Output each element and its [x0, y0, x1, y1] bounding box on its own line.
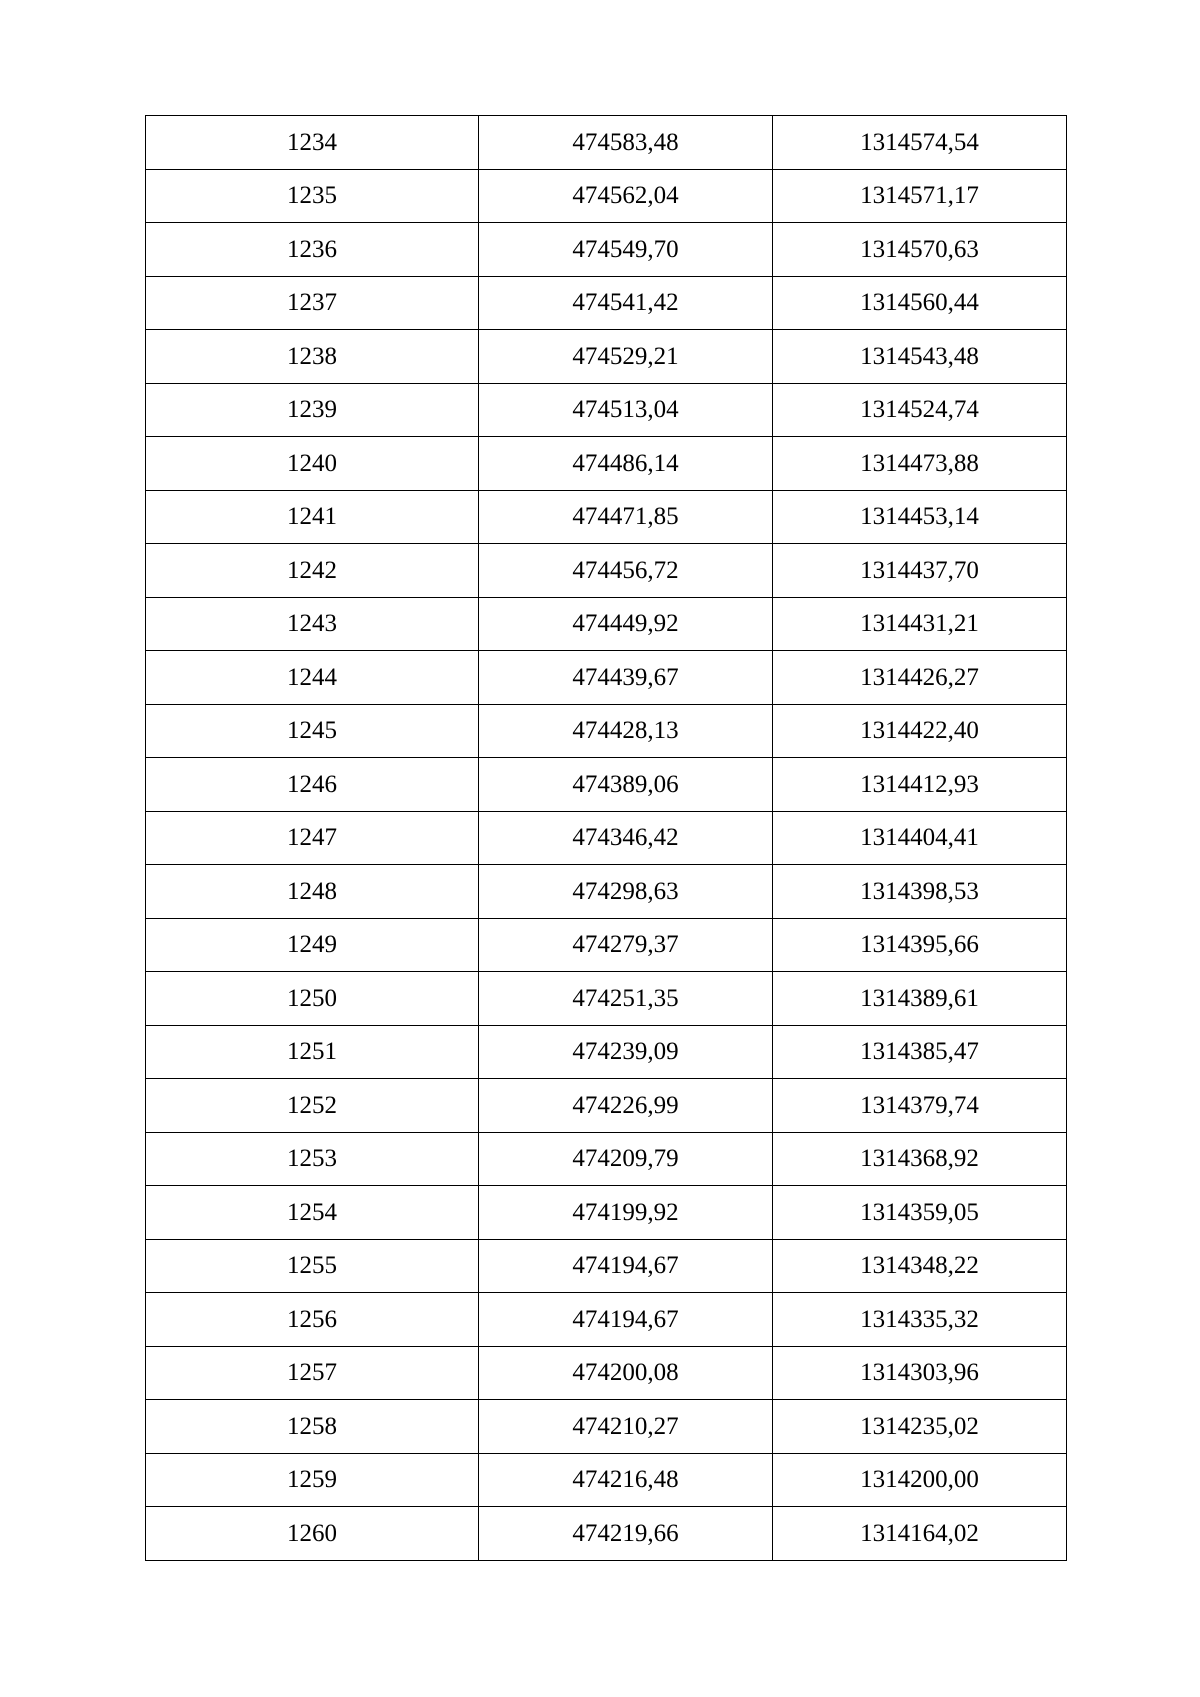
y-coordinate-cell: 1314235,02	[773, 1400, 1067, 1454]
y-coordinate-cell: 1314385,47	[773, 1025, 1067, 1079]
table-row	[146, 597, 1067, 651]
y-coordinate-cell: 1314543,48	[773, 330, 1067, 384]
x-coordinate-cell: 474541,42	[479, 276, 773, 330]
table-row	[146, 1507, 1067, 1561]
x-coordinate-cell: 474428,13	[479, 704, 773, 758]
point-number-cell: 1245	[146, 704, 479, 758]
x-coordinate-cell: 474471,85	[479, 490, 773, 544]
y-coordinate-cell: 1314398,53	[773, 865, 1067, 919]
point-number-cell: 1255	[146, 1239, 479, 1293]
table-row	[146, 330, 1067, 384]
x-coordinate-cell: 474219,66	[479, 1507, 773, 1561]
table-row	[146, 1079, 1067, 1133]
y-coordinate-cell: 1314389,61	[773, 972, 1067, 1026]
table-row	[146, 223, 1067, 277]
point-number-cell: 1260	[146, 1507, 479, 1561]
coordinates-table	[145, 115, 1067, 1561]
y-coordinate-cell: 1314359,05	[773, 1186, 1067, 1240]
table-row	[146, 758, 1067, 812]
point-number-cell: 1244	[146, 651, 479, 705]
point-number-cell: 1242	[146, 544, 479, 598]
point-number-cell: 1250	[146, 972, 479, 1026]
point-number-cell: 1251	[146, 1025, 479, 1079]
x-coordinate-cell: 474279,37	[479, 918, 773, 972]
point-number-cell: 1259	[146, 1453, 479, 1507]
x-coordinate-cell: 474346,42	[479, 811, 773, 865]
point-number-cell: 1249	[146, 918, 479, 972]
point-number-cell: 1243	[146, 597, 479, 651]
y-coordinate-cell: 1314200,00	[773, 1453, 1067, 1507]
y-coordinate-cell: 1314453,14	[773, 490, 1067, 544]
table-row	[146, 1453, 1067, 1507]
table-row	[146, 169, 1067, 223]
coordinates-table-body	[146, 116, 1067, 1561]
point-number-cell: 1254	[146, 1186, 479, 1240]
x-coordinate-cell: 474194,67	[479, 1293, 773, 1347]
table-row	[146, 383, 1067, 437]
x-coordinate-cell: 474513,04	[479, 383, 773, 437]
x-coordinate-cell: 474298,63	[479, 865, 773, 919]
y-coordinate-cell: 1314404,41	[773, 811, 1067, 865]
y-coordinate-cell: 1314368,92	[773, 1132, 1067, 1186]
point-number-cell: 1238	[146, 330, 479, 384]
x-coordinate-cell: 474562,04	[479, 169, 773, 223]
y-coordinate-cell: 1314560,44	[773, 276, 1067, 330]
x-coordinate-cell: 474200,08	[479, 1346, 773, 1400]
table-row	[146, 490, 1067, 544]
point-number-cell: 1235	[146, 169, 479, 223]
point-number-cell: 1246	[146, 758, 479, 812]
table-row	[146, 276, 1067, 330]
point-number-cell: 1236	[146, 223, 479, 277]
point-number-cell: 1241	[146, 490, 479, 544]
point-number-cell: 1247	[146, 811, 479, 865]
x-coordinate-cell: 474216,48	[479, 1453, 773, 1507]
y-coordinate-cell: 1314426,27	[773, 651, 1067, 705]
table-row	[146, 1400, 1067, 1454]
point-number-cell: 1237	[146, 276, 479, 330]
x-coordinate-cell: 474389,06	[479, 758, 773, 812]
point-number-cell: 1240	[146, 437, 479, 491]
point-number-cell: 1239	[146, 383, 479, 437]
table-row	[146, 1293, 1067, 1347]
table-row	[146, 651, 1067, 705]
table-row	[146, 972, 1067, 1026]
table-row	[146, 1186, 1067, 1240]
y-coordinate-cell: 1314303,96	[773, 1346, 1067, 1400]
y-coordinate-cell: 1314570,63	[773, 223, 1067, 277]
x-coordinate-cell: 474439,67	[479, 651, 773, 705]
point-number-cell: 1257	[146, 1346, 479, 1400]
x-coordinate-cell: 474194,67	[479, 1239, 773, 1293]
y-coordinate-cell: 1314574,54	[773, 116, 1067, 170]
y-coordinate-cell: 1314571,17	[773, 169, 1067, 223]
table-row	[146, 704, 1067, 758]
table-row	[146, 1025, 1067, 1079]
y-coordinate-cell: 1314437,70	[773, 544, 1067, 598]
y-coordinate-cell: 1314348,22	[773, 1239, 1067, 1293]
y-coordinate-cell: 1314422,40	[773, 704, 1067, 758]
y-coordinate-cell: 1314395,66	[773, 918, 1067, 972]
x-coordinate-cell: 474210,27	[479, 1400, 773, 1454]
y-coordinate-cell: 1314379,74	[773, 1079, 1067, 1133]
table-row	[146, 1239, 1067, 1293]
point-number-cell: 1258	[146, 1400, 479, 1454]
point-number-cell: 1256	[146, 1293, 479, 1347]
x-coordinate-cell: 474449,92	[479, 597, 773, 651]
table-row	[146, 437, 1067, 491]
y-coordinate-cell: 1314473,88	[773, 437, 1067, 491]
table-row	[146, 1132, 1067, 1186]
x-coordinate-cell: 474456,72	[479, 544, 773, 598]
point-number-cell: 1252	[146, 1079, 479, 1133]
y-coordinate-cell: 1314164,02	[773, 1507, 1067, 1561]
x-coordinate-cell: 474226,99	[479, 1079, 773, 1133]
x-coordinate-cell: 474209,79	[479, 1132, 773, 1186]
x-coordinate-cell: 474239,09	[479, 1025, 773, 1079]
x-coordinate-cell: 474199,92	[479, 1186, 773, 1240]
table-row	[146, 811, 1067, 865]
point-number-cell: 1248	[146, 865, 479, 919]
table-row	[146, 1346, 1067, 1400]
point-number-cell: 1234	[146, 116, 479, 170]
table-row	[146, 544, 1067, 598]
y-coordinate-cell: 1314412,93	[773, 758, 1067, 812]
table-row	[146, 865, 1067, 919]
table-row	[146, 116, 1067, 170]
point-number-cell: 1253	[146, 1132, 479, 1186]
x-coordinate-cell: 474486,14	[479, 437, 773, 491]
x-coordinate-cell: 474251,35	[479, 972, 773, 1026]
y-coordinate-cell: 1314431,21	[773, 597, 1067, 651]
x-coordinate-cell: 474529,21	[479, 330, 773, 384]
x-coordinate-cell: 474549,70	[479, 223, 773, 277]
y-coordinate-cell: 1314524,74	[773, 383, 1067, 437]
x-coordinate-cell: 474583,48	[479, 116, 773, 170]
y-coordinate-cell: 1314335,32	[773, 1293, 1067, 1347]
table-row	[146, 918, 1067, 972]
